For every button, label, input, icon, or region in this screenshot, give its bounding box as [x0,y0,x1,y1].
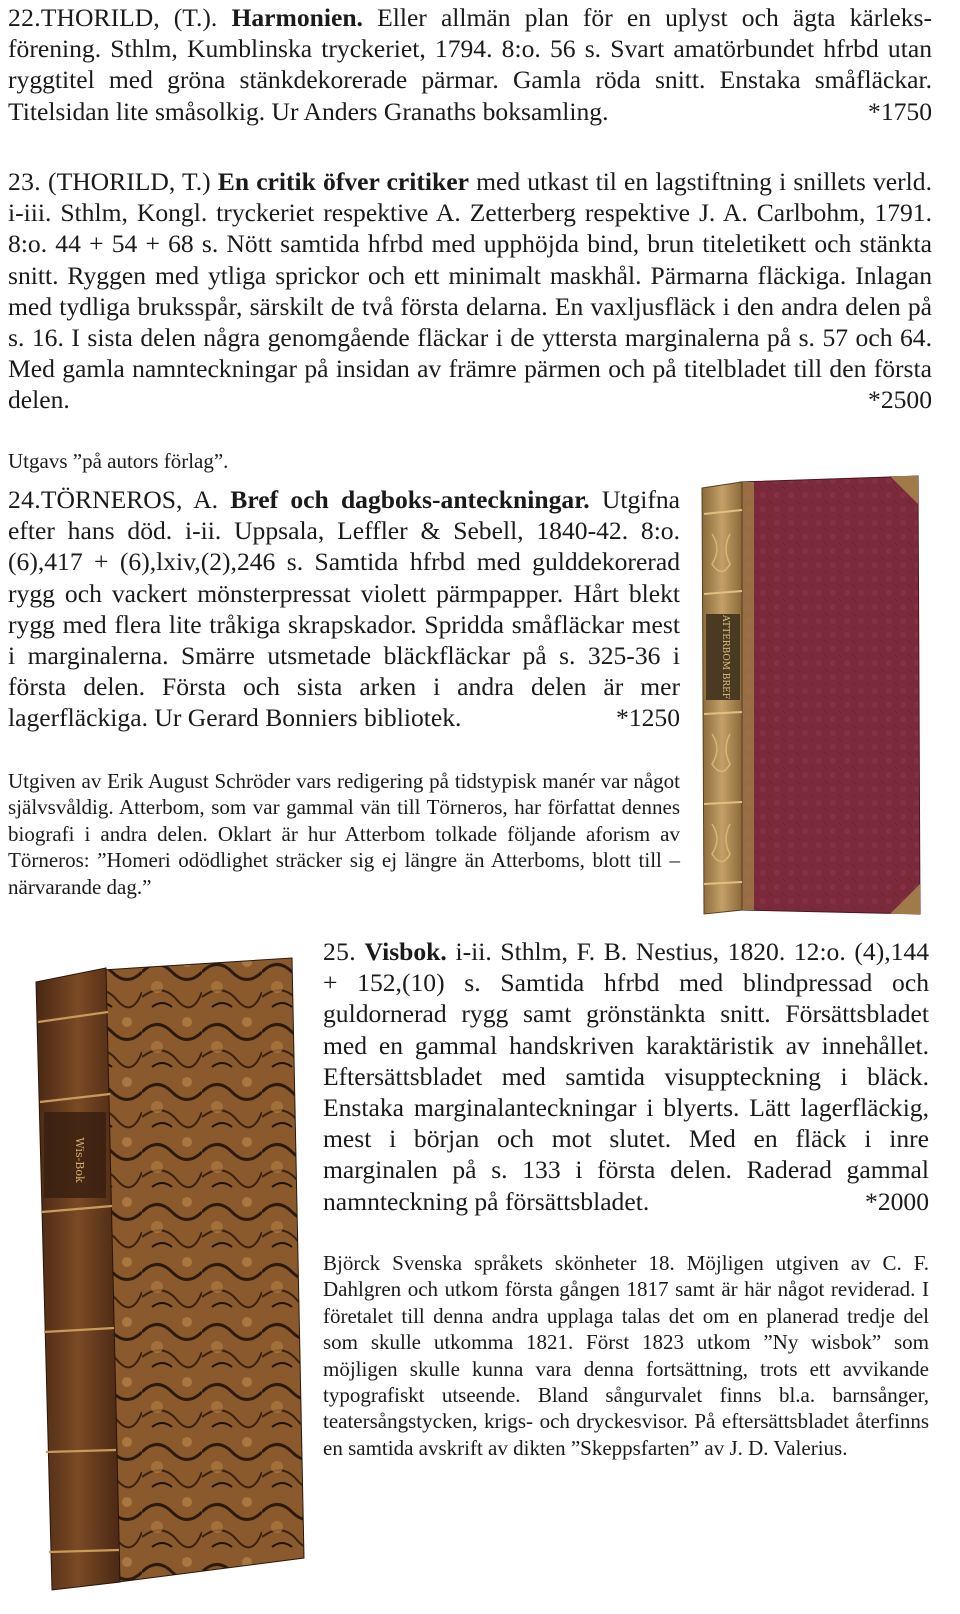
entry-22 [8,2,932,127]
book25-spine-label: Wis-Bok [73,1137,86,1183]
entry-price: *2500 [868,385,932,415]
entry-24-note: Utgiven av Erik August Schröder vars redigering på tidstypisk manér var något självsvåldig. Atterbom, som var gammal vän till Törneros, har författat dennes biografi i andra delen. Oklart är hur Atterbom tolkade följande aforism av Törneros: ”Homeri odödlighet sträcker sig ej längre än Atterboms, blott till – närvarande dag.” [8,769,680,899]
entry-number: 24. [8,485,41,514]
entry-author: (THORILD, T.) [48,167,211,196]
entry-23-note: Utgavs ”på autors förlag”. [8,449,229,473]
book-photo-visbok [22,952,307,1592]
entry-number: 25. [323,937,356,966]
entry-body: Utgifna efter hans död. i-ii. Uppsala, Leffler & Sebell, 1840-42. 8:o. (6),417 + (6),lxiv,(2),246 s. Samtida hfrbd med gulddekorerad rygg och vackert mönsterpressat violett pärmpapper. Hårt blekt rygg med flera lite tråkiga skrapskador. Spridda småfläckar mest i marginalerna. Smärre utsmetade bläckfläckar på s. 325-36 i första delen. Första och sista arken i andra delen är mer lagerfläckiga. Ur Gerard Bonniers bibliotek. [8,485,681,733]
entry-author: TÖRNEROS, A. [40,485,219,514]
book-photo-tornaros [700,474,925,919]
entry-body: med utkast til en lagstiftning i snillets verld. i-iii. Sthlm, Kongl. tryckeriet respektive A. Zetterberg respektive J. A. Carlbohm, 1791. 8:o. 44 + 54 + 68 s. Nött samtida hfrbd med upphöjda bind, brun titeletikett och stänkta snitt. Ryggen med ytliga sprickor och ett minimalt maskhål. Pärmarna fläckiga. Inlagan med tydliga bruksspår, särskilt de två första delarna. En vaxljusfläck i den andra delen på s. 16. I sista delen några genomgående fläckar i de yttersta marginalerna på s. 57 och 64. Med gamla namnteckningar på insidan av främre pärmen och på titelbladet till den första delen. [8,167,932,415]
entry-number: 23. [8,167,41,196]
entry-body: Eller allmän plan för en uplyst och ägta kärleks-förening. Sthlm, Kumblinska tryckeriet, 1794. 8:o. 56 s. Svart amatörbundet hfrbd utan ryggtitel med gröna stänkdekorerade pärmar. Gamla röda snitt. Enstaka småfläckar. Titelsidan lite småsolkig. Ur Anders Granaths boksamling. [8,3,933,126]
entry-title: Harmonien. [231,3,363,32]
entry-body: i-ii. Sthlm, F. B. Nestius, 1820. 12:o. (4),144 + 152,(10) s. Samtida hfrbd med blindpressad och guldornerad rygg samt grönstänkta snitt. Försättsbladet med en gammal handskriven karaktäristik av innehållet. Eftersättsbladet med samtida visuppteckning i bläck. Enstaka marginalanteckningar i blyerts. Lätt lagerfläckig, mest i början och mot slutet. Med en fläck i inre marginalen på s. 133 i första delen. Raderad gammal namnteckning på försättsbladet. [323,937,930,1216]
entry-title: En critik öfver critiker [217,167,469,196]
entry-price: *1750 [868,96,932,126]
entry-number: 22. [8,3,41,32]
entry-price: *1250 [616,703,680,733]
entry-title: Bref och dagboks-anteckningar. [230,485,590,514]
entry-title: Visbok. [364,937,447,966]
entry-25 [323,936,929,1217]
entry-23 [8,166,932,416]
entry-author: THORILD, (T.). [40,3,218,32]
entry-24 [8,484,680,734]
entry-25-note: Björck Svenska språkets skönheter 18. Möjligen utgiven av C. F. Dahlgren och utkom första gången 1817 samt är här något reviderad. I företalet till denna andra upplaga talas det om en planerad tredje del som skulle utkomma 1821. Först 1823 utkom ”Ny wisbok” som möjligen skulle kunna vara denna fortsättning, trots ett avvikande typografiskt utseende. Bland sångurvalet finns bl.a. barnsånger, teatersångstycken, krigs- och dryckesvisor. På eftersättsbladet återfinns en samtida avskrift av dikten ”Skeppsfarten” av J. D. Valerius. [323,1251,929,1460]
entry-price: *2000 [865,1186,929,1216]
book24-spine-label: ATTERBOM BREF [720,615,730,699]
